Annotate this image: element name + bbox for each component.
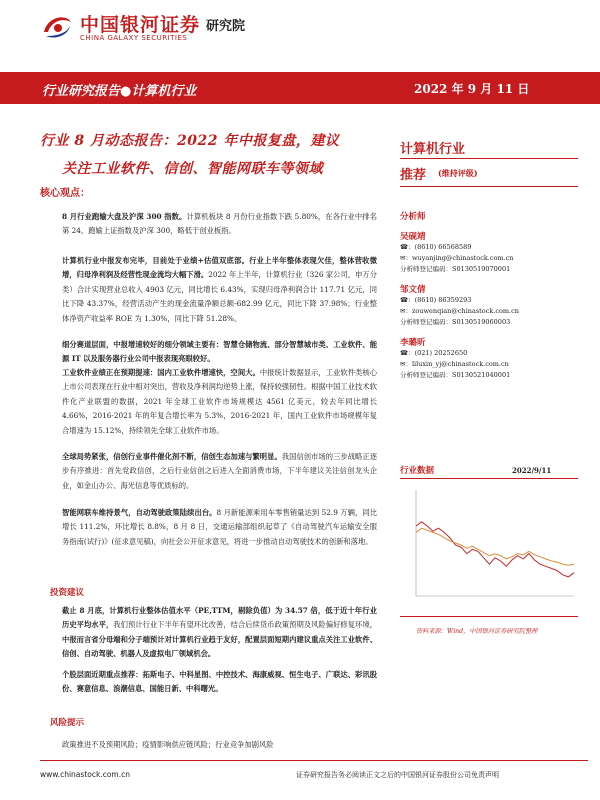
footer-divider <box>40 760 588 761</box>
chart-date: 2022/9/11 <box>512 466 552 475</box>
paragraph-8 <box>62 668 377 697</box>
analyst-name: 邹文倩 <box>400 285 426 295</box>
industry-chart <box>400 484 578 602</box>
paragraph-9 <box>62 738 377 752</box>
para-lead: 截止 8 月底，计算机行业整体估值水平（PE,TTM，剔除负值）为 34.57 倍，低于近十年行业历史平均水平， <box>62 606 377 630</box>
analyst-name: 李璐昕 <box>400 338 426 348</box>
sidebar-divider <box>400 186 578 187</box>
paragraph-4 <box>62 366 377 438</box>
analyst-block <box>400 230 580 275</box>
footer-notice: 证券研究报告务必阅读正文之后的中国银河证券股份公司免责声明 <box>296 771 499 779</box>
para-lead: 中报而言省分母端和分子端预计对计算机行业趋于友好，配置层面短期内建议重点关注工业软件、信创、自动驾驶、机器人及虚拟电厂领域机会。 <box>62 634 377 659</box>
sidebar-divider <box>400 158 578 159</box>
report-date: 2022 年 9 月 11 日 <box>414 82 530 96</box>
paragraph-1 <box>62 210 377 239</box>
chart-divider <box>400 478 578 479</box>
paragraph-2 <box>62 254 377 326</box>
analyst-cert: 分析师登记编码：S0130521040001 <box>400 371 511 379</box>
industry-label: 计算机行业 <box>400 142 466 157</box>
analyst-email: ✉：liluxin_yj@chinastock.com.cn <box>400 360 509 368</box>
analyst-section-title: 分析师 <box>400 212 426 222</box>
paragraph-6 <box>62 506 377 549</box>
analyst-phone: ☎：(8610) 66568589 <box>400 243 472 251</box>
analyst-email: ✉：zouwenqian@chinastock.com.cn <box>400 307 519 315</box>
core-views-label: 核心观点： <box>40 188 90 199</box>
para-lead: 工业软件业绩正在预期提速：国内工业软件增速快，空间大。 <box>62 368 260 377</box>
brand-name: 中国银河证券 <box>80 14 201 36</box>
institute-label: 研究院 <box>206 19 246 34</box>
rating-label: 推荐 <box>400 168 427 183</box>
para-text: 计算机板块 8 月份行业指数下跌 5.80%，在各行业中排名第 24，跑输上证指数及沪深 300，略低于创业板指。 <box>62 212 377 236</box>
report-category: 行业研究报告●计算机行业 <box>42 84 197 99</box>
para-lead: 8 月行业跑输大盘及沪深 300 指数。 <box>62 212 187 221</box>
paragraph-7 <box>62 604 377 662</box>
para-lead: 个股层面近期重点推荐：拓斯电子、中科星图、中控技术、海康威视、恒生电子、广联达、彩讯股份、赛意信息、浪潮信息、国能日新、中科曙光。 <box>62 670 377 694</box>
risk-heading: 风险提示 <box>50 718 85 728</box>
rating-note: (维持评级) <box>438 168 478 178</box>
para-lead: 细分赛道层面，中报增速较好的细分领域主要有：智慧仓储物流、部分智慧城市类、工业软件、能源 IT 以及服务器行业公司中报表现亮眼较好。 <box>62 340 377 364</box>
paragraph-5 <box>62 450 377 493</box>
para-text: 我国信创市场的三步战略正逐步有序推进：首先党政信创，之后行业信创之后进入全面消费市场，下半年建议关注信创龙头企业，如金山办公、海光信息等优质标的。 <box>62 452 378 490</box>
chart-divider <box>400 616 578 617</box>
para-text: 中报统计数据显示，工业软件类核心上市公司表现在行业中相对突出，营收及净利润均逆势上涨，保持较强韧性。根据中国工业技术软件化产业联盟的数据，2021 年全球工业软件市场规模达 4561 亿美元，较去年同比增长 4.66%，2016-2021 年的年复合增长率为 5.3%，2016-2021 年，国内工业软件市场规模年复合增速为 15.12%，持续领先全球工业软件市场。 <box>62 368 378 435</box>
para-lead: 全球局势紧张，信创行业事件催化剂不断，信创生态加速与繁明显。 <box>62 452 282 461</box>
analyst-phone: ☎：(8610) 86359293 <box>400 296 472 304</box>
galaxy-logo-icon <box>40 12 74 42</box>
para-lead: 计算机行业中报发布完毕，目前处于业绩+估值双底部。行业上半年整体表现欠佳，整体营收微增，归母净利润及经营性现金流均大幅下滑。 <box>62 256 377 280</box>
analyst-cert: 分析师登记编码：S0130519070001 <box>400 265 511 273</box>
paragraph-3 <box>62 338 377 367</box>
para-text: 政策推进不及预期风险；疫情影响供应链风险；行业竞争加剧风险 <box>62 740 274 749</box>
report-title-line2: 关注工业软件、信创、智能网联车等领域 <box>62 161 323 177</box>
para-text: 8 月新能源乘用车零售销量达到 52.9 万辆，同比增长 111.2%，环比增长 8.8%，8 月 8 日，交通运输部组织起草了《自动驾驶汽车运输安全服务指南(试行)》(征求意见稿)，向社会公开征求意见，将进一步推动自动驾驶技术的创新和落地。 <box>62 508 377 546</box>
analyst-block <box>400 283 580 328</box>
para-text: 我们预计行业下半年有望环比改善，结合后续货币政策预期及风险偏好修复环境， <box>113 620 378 630</box>
chart-caption: 资料来源：Wind，中国银河证券研究院整理 <box>416 628 538 635</box>
chart-series-line <box>416 528 574 565</box>
invest-advice-heading: 投资建议 <box>50 588 85 598</box>
footer-url[interactable]: www.chinastock.com.cn <box>40 770 130 779</box>
analyst-name: 吴砚靖 <box>400 232 426 242</box>
brand-name-en: CHINA GALAXY SECURITIES <box>80 34 188 42</box>
analyst-cert: 分析师登记编码：S0130519060003 <box>400 318 511 326</box>
analyst-block <box>400 336 580 381</box>
chart-series-line <box>416 522 574 577</box>
chart-title: 行业数据 <box>400 466 435 476</box>
para-lead: 智能网联车维持景气，自动驾驶政策陆续出台。 <box>62 508 217 517</box>
para-text: 2022 年上半年，计算机行业（326 家公司，申万分类）合计实现营业总收入 4903 亿元，同比增长 6.43%，实现归母净利润合计 117.71 亿元，同比下降 43.37%，经营活动产生的现金流量净额总额-682.99 亿元，同比下降 37.98%；行业整体净资产收益率 ROE 为 1.30%，同比下降 51.28%。 <box>62 270 377 323</box>
analyst-phone: ☎：(021) 20252650 <box>400 349 468 357</box>
analyst-email: ✉：wuyanjing@chinastock.com.cn <box>400 254 514 262</box>
report-title-line1: 行业 8 月动态报告：2022 年中报复盘，建议 <box>40 133 340 149</box>
